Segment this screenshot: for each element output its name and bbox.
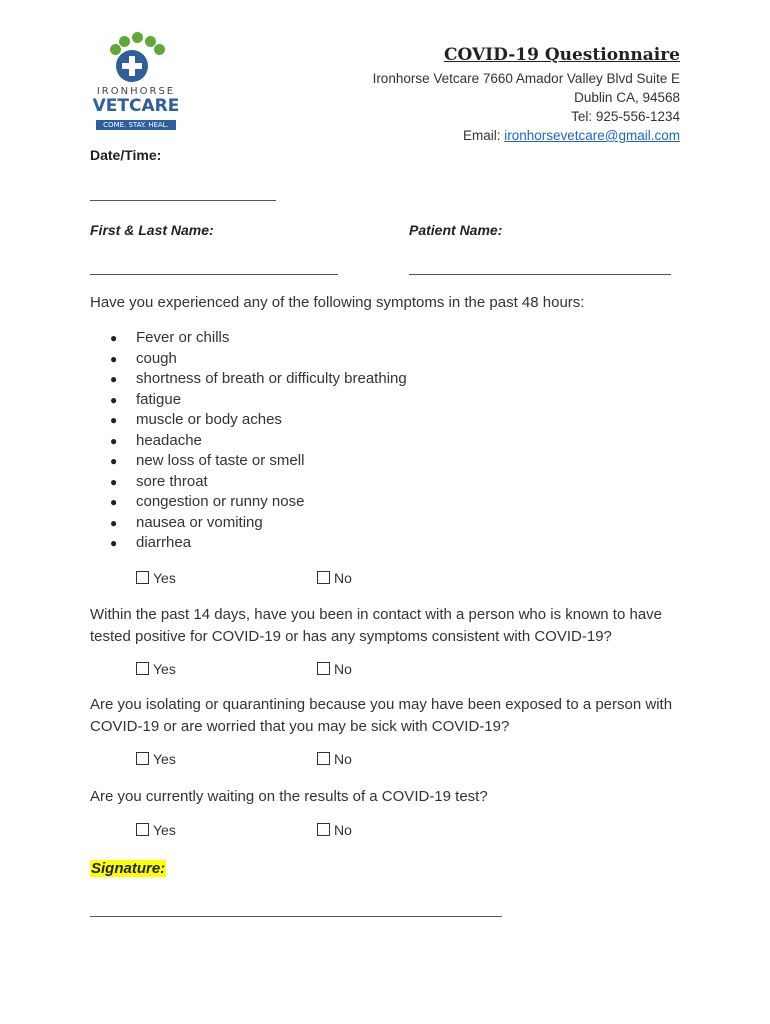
symptom-label: muscle or body aches bbox=[136, 411, 282, 428]
symptom-item bbox=[110, 492, 407, 513]
page-title: COVID-19 Questionnaire bbox=[443, 45, 680, 65]
symptom-label: shortness of breath or difficulty breathing bbox=[136, 370, 407, 387]
email-label: Email: bbox=[462, 128, 505, 143]
checkbox-icon[interactable] bbox=[136, 823, 149, 836]
checkbox-icon[interactable] bbox=[317, 752, 330, 765]
checkbox-icon[interactable] bbox=[317, 662, 330, 675]
symptom-item bbox=[110, 410, 407, 431]
symptom-item bbox=[110, 349, 407, 370]
patient-name-label: Patient Name: bbox=[409, 222, 503, 238]
ironhorse-vetcare-logo bbox=[92, 32, 180, 132]
name-field[interactable] bbox=[90, 274, 338, 275]
symptom-item bbox=[110, 513, 407, 534]
yes-label: Yes bbox=[153, 822, 176, 838]
q3-yes-option[interactable] bbox=[136, 751, 176, 767]
signature-label: Signature: bbox=[91, 860, 166, 877]
checkbox-icon[interactable] bbox=[317, 571, 330, 584]
symptom-label: Fever or chills bbox=[136, 329, 230, 346]
paw-dot bbox=[132, 32, 143, 43]
logo-top-text: IRONHORSE bbox=[96, 86, 176, 97]
datetime-label: Date/Time: bbox=[90, 147, 162, 163]
bullet-icon: ● bbox=[110, 413, 118, 427]
no-label: No bbox=[334, 822, 352, 838]
no-label: No bbox=[334, 661, 352, 677]
yes-label: Yes bbox=[153, 661, 176, 677]
bullet-icon: ● bbox=[110, 392, 118, 407]
symptom-item bbox=[110, 472, 407, 493]
paw-dot bbox=[119, 36, 130, 47]
question-test-results: Are you currently waiting on the results of a COVID-19 test? bbox=[90, 788, 488, 805]
yes-label: Yes bbox=[153, 751, 176, 767]
q4-no-option[interactable] bbox=[317, 822, 352, 838]
bullet-icon: ● bbox=[110, 495, 118, 509]
q2-no-option[interactable] bbox=[317, 661, 352, 677]
paw-dot bbox=[110, 44, 121, 55]
question-contact: Within the past 14 days, have you been in contact with a person who is known to have tested positive for COVID-19 or has any symptoms consistent with COVID-19? bbox=[90, 606, 663, 645]
symptom-item bbox=[110, 369, 407, 390]
symptom-item bbox=[110, 533, 407, 554]
q4-yes-option[interactable] bbox=[136, 822, 176, 838]
no-label: No bbox=[334, 570, 352, 586]
checkbox-icon[interactable] bbox=[136, 752, 149, 765]
symptom-label: headache bbox=[136, 431, 202, 449]
email-line bbox=[463, 128, 680, 143]
symptom-label: cough bbox=[136, 349, 177, 367]
bullet-icon: ● bbox=[110, 351, 118, 366]
medical-cross-icon bbox=[116, 50, 148, 82]
q1-no-option[interactable] bbox=[317, 570, 352, 586]
bullet-icon: ● bbox=[110, 515, 118, 530]
symptom-label: diarrhea bbox=[136, 534, 192, 551]
bullet-icon: ● bbox=[110, 474, 118, 489]
checkbox-icon[interactable] bbox=[317, 823, 330, 836]
bullet-icon: ● bbox=[110, 433, 118, 448]
bullet-icon: ● bbox=[110, 454, 118, 468]
symptom-list bbox=[110, 328, 407, 554]
checkbox-icon[interactable] bbox=[136, 571, 149, 584]
symptom-label: new loss of taste or smell bbox=[136, 452, 305, 469]
symptom-item bbox=[110, 328, 407, 349]
symptom-label: nausea or vomiting bbox=[136, 513, 263, 531]
q2-yes-option[interactable] bbox=[136, 661, 176, 677]
bullet-icon: ● bbox=[110, 536, 118, 550]
yes-label: Yes bbox=[153, 570, 176, 586]
symptom-label: congestion or runny nose bbox=[136, 493, 305, 510]
symptom-label: sore throat bbox=[136, 472, 208, 490]
signature-field[interactable] bbox=[90, 916, 502, 917]
symptom-item bbox=[110, 451, 407, 472]
bullet-icon: ● bbox=[110, 331, 118, 345]
question-isolating: Are you isolating or quarantining because you may have been exposed to a person with COVID-19 or are worried that you may be sick with COVID-19? bbox=[90, 696, 673, 735]
telephone: Tel: 925-556-1234 bbox=[571, 109, 680, 124]
q1-yes-option[interactable] bbox=[136, 570, 176, 586]
logo-tagline: COME. STAY. HEAL. bbox=[96, 120, 176, 130]
symptom-item bbox=[110, 390, 407, 411]
logo-main-text: VETCARE bbox=[92, 96, 180, 116]
address-line-1: Ironhorse Vetcare 7660 Amador Valley Blvd Suite E bbox=[372, 71, 680, 86]
q3-no-option[interactable] bbox=[317, 751, 352, 767]
address-line-2: Dublin CA, 94568 bbox=[574, 90, 680, 105]
no-label: No bbox=[334, 751, 352, 767]
symptom-item bbox=[110, 431, 407, 452]
symptom-label: fatigue bbox=[136, 390, 182, 408]
patient-name-field[interactable] bbox=[409, 274, 671, 275]
bullet-icon: ● bbox=[110, 372, 118, 386]
name-label: First & Last Name: bbox=[90, 222, 214, 238]
datetime-field[interactable] bbox=[90, 200, 276, 201]
question-symptoms: Have you experienced any of the following symptoms in the past 48 hours: bbox=[90, 294, 585, 311]
email-link[interactable]: ironhorsevetcare@gmail.com bbox=[504, 128, 680, 143]
paw-dot bbox=[154, 44, 165, 55]
checkbox-icon[interactable] bbox=[136, 662, 149, 675]
